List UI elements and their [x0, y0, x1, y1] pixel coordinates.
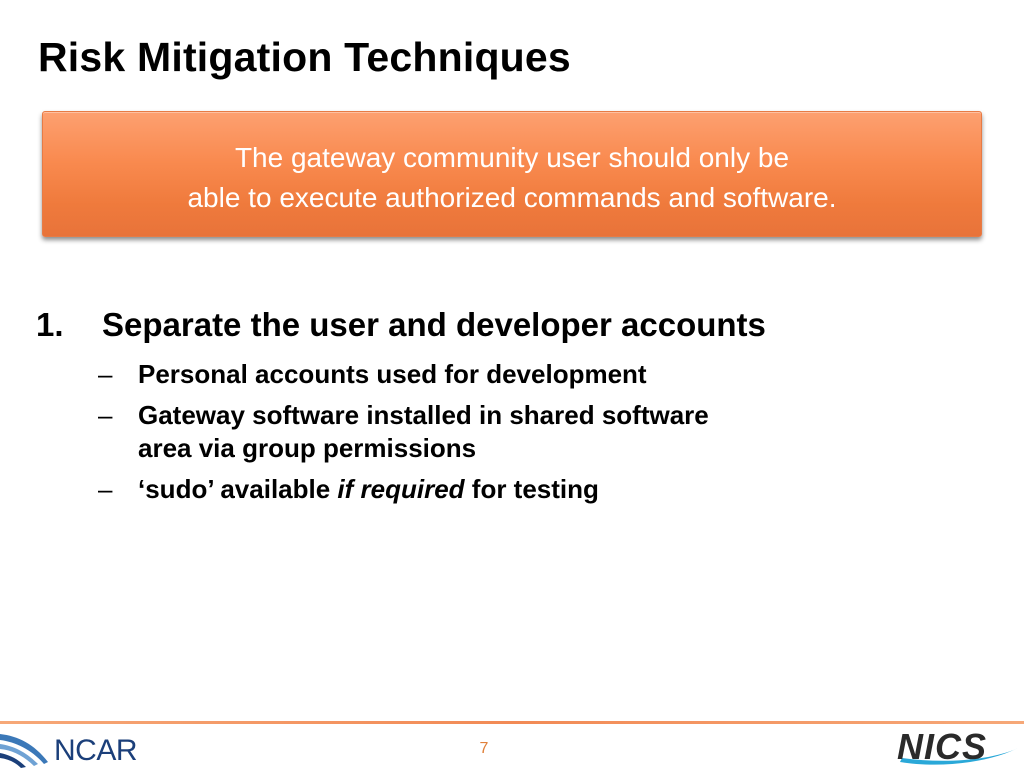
list-item-text: Separate the user and developer accounts: [102, 306, 766, 343]
sub-item-3: [36, 473, 986, 506]
ncar-logo-text: NCAR: [54, 734, 138, 767]
nics-logo-text: NICS: [897, 726, 988, 767]
dash-marker: –: [98, 474, 113, 504]
dash-marker: –: [98, 400, 113, 430]
footer-divider: [0, 721, 1024, 724]
bullet-list: [36, 300, 986, 506]
callout-line-1: The gateway community user should only be: [234, 142, 790, 173]
list-number: 1.: [36, 306, 64, 343]
list-item-1: [36, 300, 986, 350]
sub-item-1: [36, 358, 986, 391]
page-number: 7: [479, 740, 489, 757]
sub-item-2: [36, 399, 986, 465]
callout-box: [42, 111, 982, 237]
dash-marker: –: [98, 359, 113, 389]
sub-item-text-before: ‘sudo’ available: [138, 474, 338, 504]
sub-item-emphasis: if required: [337, 474, 465, 504]
sub-item-text: Personal accounts used for development: [138, 359, 647, 389]
slide-title: Risk Mitigation Techniques: [38, 34, 571, 80]
sub-item-text-line-1: Gateway software installed in shared software: [138, 400, 709, 430]
sub-item-text-after: for testing: [464, 474, 599, 504]
sub-item-text-line-2: area via group permissions: [138, 433, 477, 463]
callout-line-2: able to execute authorized commands and software.: [187, 182, 837, 213]
